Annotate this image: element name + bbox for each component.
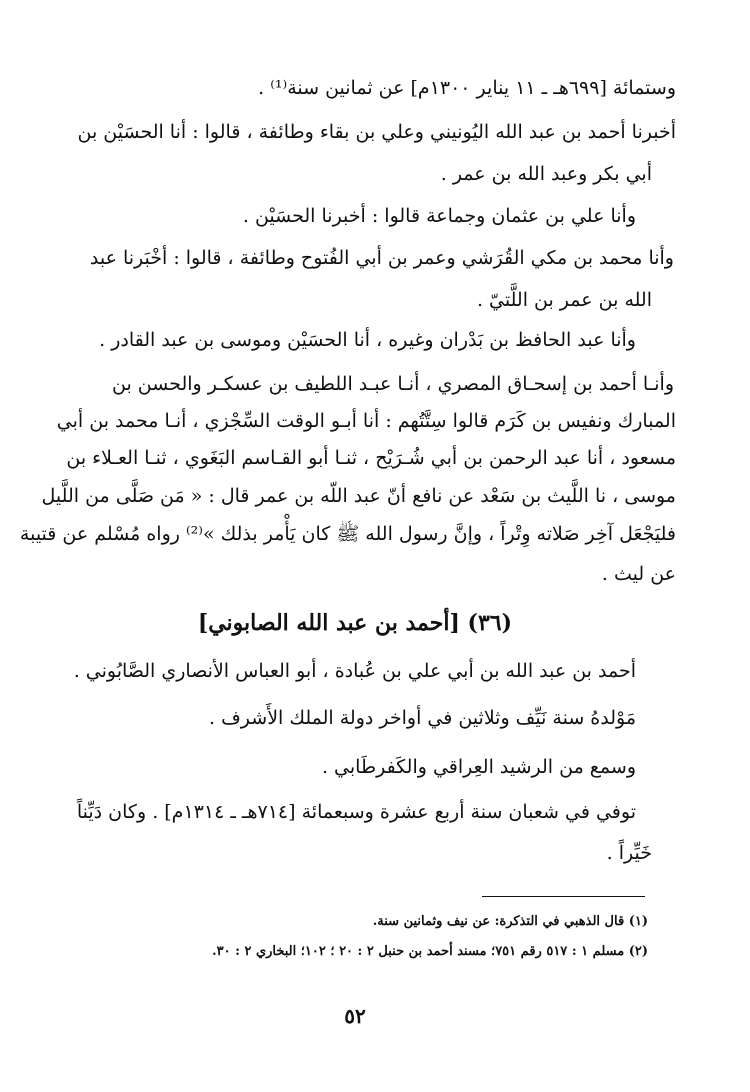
footnote: (٢) مسلم ١ : ٥١٧ رقم ٧٥١؛ مسند أحمد بن حنبل ٢ : ٢٠ ؛ ١٠٢؛ البخاري ٢ : ٣٠. <box>212 944 648 959</box>
footnote: (١) قال الذهبي في التذكرة: عن نيف وثمانين سنة. <box>372 914 648 929</box>
text-line: أخبرنا أحمد بن عبد الله اليُونيني وعلي بن بقاء وطائفة ، قالوا : أنا الحسَيْن بن <box>77 121 676 143</box>
text-line: وأنا عبد الحافظ بن بَدْران وغيره ، أنا الحسَيْن وموسى بن عبد القادر . <box>99 329 636 351</box>
text-line: وسمع من الرشيد العِراقي والكَفرطَابي . <box>321 756 636 778</box>
text-line: فليَجْعَل آخِر صَلاته وِتْراً ، وإنَّ رسول الله ﷺ كان يَأْمر بذلك »⁽²⁾ رواه مُسْلم عن قتيبة <box>19 523 676 545</box>
footnote-separator <box>482 896 645 897</box>
text-line: أحمد بن عبد الله بن أبي علي بن عُبادة ، أبو العباس الأنصاري الصَّابُوني . <box>73 660 636 682</box>
text-line: المبارك ونفيس بن كَرَم قالوا سِتَّتُهم : أنا أبـو الوقت السِّجْزي ، أنـا محمد بن أبي <box>56 410 676 432</box>
page-number: ٥٢ <box>344 1004 366 1028</box>
text-line: وأنا محمد بن مكي القُرَشي وعمر بن أبي الفُتوح وطائفة ، قالوا : أخْبَرنا عبد <box>89 247 674 269</box>
text-line: وأنـا أحمد بن إسحـاق المصري ، أنـا عبـد اللطيف بن عسكـر والحسن بن <box>111 373 674 395</box>
text-line: مَوْلدهُ سنة نَيِّف وثلاثين في أواخر دولة الملك الأَشرف . <box>209 707 636 729</box>
text-line: الله بن عمر بن اللَّتيّ . <box>476 289 652 311</box>
text-line: مسعود ، أنا عبد الرحمن بن أبي شُـرَيْح ، ثنـا أبو القـاسم البَغَوي ، ثنـا العـلاء بن <box>66 447 676 469</box>
text-line: خَيِّراً . <box>606 842 652 864</box>
text-line: توفي في شعبان سنة أربع عشرة وسبعمائة [٧١٤هـ ـ ١٣١٤م] . وكان دَيِّناً <box>76 801 636 823</box>
text-line: موسى ، نا اللَّيث بن سَعْد عن نافع أنّ عبد اللّه بن عمر قال : « مَن صَلَّى من اللَّيل <box>41 485 676 507</box>
text-line: أبي بكر وعبد الله بن عمر . <box>440 163 652 185</box>
text-line: وستمائة [٦٩٩هـ ـ ١١ يناير ١٣٠٠م] عن ثمانين سنة⁽¹⁾ . <box>258 77 676 99</box>
text-line: وأنا علي بن عثمان وجماعة قالوا : أخبرنا الحسَيْن . <box>242 205 636 227</box>
section-title: (٣٦) [أحمد بن عبد الله الصابوني] <box>197 610 512 636</box>
text-line: عن ليث . <box>601 563 676 585</box>
